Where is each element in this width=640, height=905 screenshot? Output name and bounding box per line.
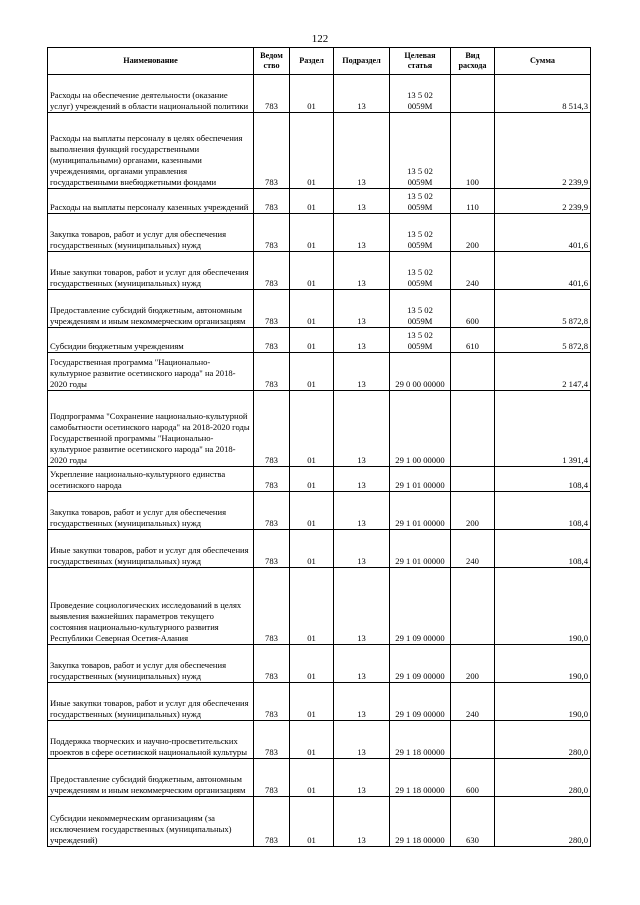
cell-type: 630 <box>451 797 495 847</box>
cell-subsection: 13 <box>334 530 390 568</box>
cell-section: 01 <box>290 214 334 252</box>
cell-name: Закупка товаров, работ и услуг для обеспечения государственных (муниципальных) нужд <box>48 492 254 530</box>
cell-target: 29 1 09 00000 <box>390 568 451 645</box>
cell-amount: 2 239,9 <box>495 189 591 214</box>
cell-subsection: 13 <box>334 75 390 113</box>
cell-amount: 108,4 <box>495 530 591 568</box>
cell-section: 01 <box>290 189 334 214</box>
table-row <box>48 353 591 391</box>
cell-subsection: 13 <box>334 214 390 252</box>
cell-target: 13 5 02 0059М <box>390 290 451 328</box>
cell-section: 01 <box>290 353 334 391</box>
cell-name: Субсидии бюджетным учреждениям <box>48 328 254 353</box>
cell-section: 01 <box>290 328 334 353</box>
cell-amount: 280,0 <box>495 797 591 847</box>
cell-type: 200 <box>451 214 495 252</box>
cell-target: 29 1 09 00000 <box>390 683 451 721</box>
header-target: Целевая статья <box>390 48 451 75</box>
cell-target: 13 5 02 0059М <box>390 189 451 214</box>
cell-dept: 783 <box>254 568 290 645</box>
header-name: Наименование <box>48 48 254 75</box>
cell-amount: 401,6 <box>495 214 591 252</box>
cell-dept: 783 <box>254 759 290 797</box>
cell-subsection: 13 <box>334 797 390 847</box>
table-row <box>48 214 591 252</box>
cell-subsection: 13 <box>334 189 390 214</box>
cell-section: 01 <box>290 797 334 847</box>
cell-type: 600 <box>451 290 495 328</box>
cell-amount: 190,0 <box>495 645 591 683</box>
table-row <box>48 328 591 353</box>
cell-name: Государственная программа "Национально-культурное развитие осетинского народа" на 2018-2020 годы <box>48 353 254 391</box>
cell-dept: 783 <box>254 189 290 214</box>
cell-target: 29 1 01 00000 <box>390 530 451 568</box>
cell-dept: 783 <box>254 721 290 759</box>
cell-dept: 783 <box>254 252 290 290</box>
cell-section: 01 <box>290 530 334 568</box>
cell-subsection: 13 <box>334 645 390 683</box>
cell-amount: 2 239,9 <box>495 113 591 189</box>
cell-amount: 2 147,4 <box>495 353 591 391</box>
cell-type: 240 <box>451 530 495 568</box>
cell-subsection: 13 <box>334 568 390 645</box>
cell-subsection: 13 <box>334 492 390 530</box>
cell-amount: 1 391,4 <box>495 391 591 467</box>
header-section: Раздел <box>290 48 334 75</box>
cell-subsection: 13 <box>334 467 390 492</box>
budget-table <box>47 47 591 847</box>
cell-subsection: 13 <box>334 683 390 721</box>
cell-section: 01 <box>290 391 334 467</box>
cell-name: Расходы на обеспечение деятельности (оказание услуг) учреждений в области национальной политики <box>48 75 254 113</box>
cell-amount: 280,0 <box>495 759 591 797</box>
table-row <box>48 759 591 797</box>
cell-subsection: 13 <box>334 759 390 797</box>
table-row <box>48 252 591 290</box>
cell-amount: 8 514,3 <box>495 75 591 113</box>
cell-type: 110 <box>451 189 495 214</box>
cell-amount: 5 872,8 <box>495 328 591 353</box>
cell-section: 01 <box>290 759 334 797</box>
cell-type <box>451 75 495 113</box>
table-row <box>48 189 591 214</box>
cell-subsection: 13 <box>334 290 390 328</box>
cell-section: 01 <box>290 492 334 530</box>
cell-target: 13 5 02 0059М <box>390 113 451 189</box>
table-row <box>48 75 591 113</box>
table-row <box>48 797 591 847</box>
cell-name: Расходы на выплаты персоналу в целях обеспечения выполнения функций государственными (муниципальными) органами, казенными учреждениями, органами управления государственными внебюджетными фондами <box>48 113 254 189</box>
cell-name: Закупка товаров, работ и услуг для обеспечения государственных (муниципальных) нужд <box>48 214 254 252</box>
cell-section: 01 <box>290 113 334 189</box>
cell-amount: 108,4 <box>495 492 591 530</box>
table-row <box>48 721 591 759</box>
cell-dept: 783 <box>254 492 290 530</box>
cell-amount: 5 872,8 <box>495 290 591 328</box>
cell-target: 13 5 02 0059М <box>390 214 451 252</box>
cell-section: 01 <box>290 683 334 721</box>
table-header-row <box>48 48 591 75</box>
cell-subsection: 13 <box>334 721 390 759</box>
cell-dept: 783 <box>254 214 290 252</box>
table-row <box>48 530 591 568</box>
cell-section: 01 <box>290 290 334 328</box>
cell-target: 29 0 00 00000 <box>390 353 451 391</box>
cell-dept: 783 <box>254 75 290 113</box>
cell-dept: 783 <box>254 530 290 568</box>
cell-dept: 783 <box>254 391 290 467</box>
table-row <box>48 290 591 328</box>
table-row <box>48 492 591 530</box>
table-row <box>48 683 591 721</box>
cell-subsection: 13 <box>334 391 390 467</box>
cell-name: Предоставление субсидий бюджетным, автономным учреждениям и иным некоммерческим организациям <box>48 759 254 797</box>
cell-section: 01 <box>290 568 334 645</box>
cell-type: 240 <box>451 683 495 721</box>
cell-dept: 783 <box>254 645 290 683</box>
header-dept: Ведом ство <box>254 48 290 75</box>
cell-section: 01 <box>290 721 334 759</box>
cell-type <box>451 568 495 645</box>
cell-dept: 783 <box>254 467 290 492</box>
cell-target: 13 5 02 0059М <box>390 75 451 113</box>
cell-dept: 783 <box>254 797 290 847</box>
cell-target: 29 1 01 00000 <box>390 467 451 492</box>
cell-subsection: 13 <box>334 113 390 189</box>
cell-type <box>451 721 495 759</box>
cell-dept: 783 <box>254 353 290 391</box>
cell-name: Иные закупки товаров, работ и услуг для обеспечения государственных (муниципальных) нужд <box>48 683 254 721</box>
cell-amount: 280,0 <box>495 721 591 759</box>
cell-section: 01 <box>290 75 334 113</box>
cell-name: Субсидии некоммерческим организациям (за исключением государственных (муниципальных) учреждений) <box>48 797 254 847</box>
cell-name: Предоставление субсидий бюджетным, автономным учреждениям и иным некоммерческим организациям <box>48 290 254 328</box>
cell-subsection: 13 <box>334 328 390 353</box>
cell-name: Поддержка творческих и научно-просветительских проектов в сфере осетинской национальной культуры <box>48 721 254 759</box>
cell-type: 240 <box>451 252 495 290</box>
cell-type <box>451 467 495 492</box>
cell-name: Подпрограмма "Сохранение национально-культурной самобытности осетинского народа" на 2018-2020 годы Государственной программы "Национально-культурное развитие осетинского народа" на 2018-2020 годы <box>48 391 254 467</box>
header-subsection: Подраздел <box>334 48 390 75</box>
cell-name: Закупка товаров, работ и услуг для обеспечения государственных (муниципальных) нужд <box>48 645 254 683</box>
cell-amount: 401,6 <box>495 252 591 290</box>
cell-type <box>451 353 495 391</box>
cell-amount: 190,0 <box>495 568 591 645</box>
table-row <box>48 391 591 467</box>
cell-subsection: 13 <box>334 353 390 391</box>
cell-name: Укрепление национально-культурного единства осетинского народа <box>48 467 254 492</box>
table-row <box>48 645 591 683</box>
header-type: Вид расхода <box>451 48 495 75</box>
cell-section: 01 <box>290 645 334 683</box>
page-number: 122 <box>311 33 329 45</box>
cell-amount: 190,0 <box>495 683 591 721</box>
cell-type: 610 <box>451 328 495 353</box>
table-row <box>48 113 591 189</box>
cell-name: Расходы на выплаты персоналу казенных учреждений <box>48 189 254 214</box>
header-amount: Сумма <box>495 48 591 75</box>
cell-name: Проведение социологических исследований в целях выявления важнейших параметров текущего состояния национально-культурного развития Республики Северная Осетия-Алания <box>48 568 254 645</box>
cell-section: 01 <box>290 467 334 492</box>
cell-dept: 783 <box>254 290 290 328</box>
cell-target: 29 1 09 00000 <box>390 645 451 683</box>
cell-target: 29 1 18 00000 <box>390 759 451 797</box>
cell-dept: 783 <box>254 328 290 353</box>
cell-type: 200 <box>451 645 495 683</box>
cell-dept: 783 <box>254 113 290 189</box>
cell-dept: 783 <box>254 683 290 721</box>
cell-name: Иные закупки товаров, работ и услуг для обеспечения государственных (муниципальных) нужд <box>48 252 254 290</box>
cell-section: 01 <box>290 252 334 290</box>
table-row <box>48 467 591 492</box>
cell-type: 600 <box>451 759 495 797</box>
cell-target: 29 1 00 00000 <box>390 391 451 467</box>
cell-type <box>451 391 495 467</box>
cell-name: Иные закупки товаров, работ и услуг для обеспечения государственных (муниципальных) нужд <box>48 530 254 568</box>
cell-type: 100 <box>451 113 495 189</box>
table-row <box>48 568 591 645</box>
cell-target: 29 1 18 00000 <box>390 721 451 759</box>
cell-subsection: 13 <box>334 252 390 290</box>
cell-amount: 108,4 <box>495 467 591 492</box>
cell-target: 29 1 01 00000 <box>390 492 451 530</box>
cell-target: 13 5 02 0059М <box>390 328 451 353</box>
cell-type: 200 <box>451 492 495 530</box>
cell-target: 13 5 02 0059М <box>390 252 451 290</box>
cell-target: 29 1 18 00000 <box>390 797 451 847</box>
